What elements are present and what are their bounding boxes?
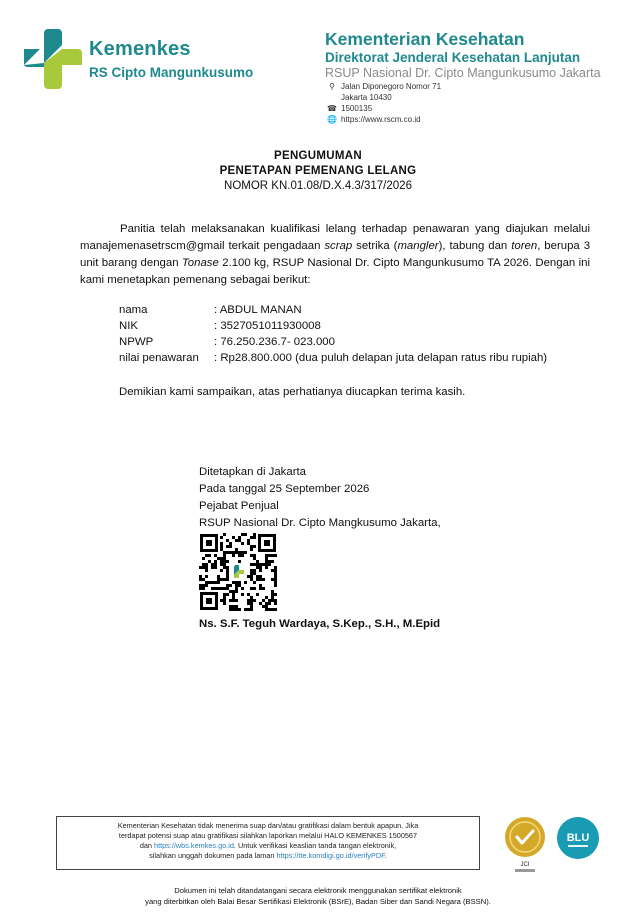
footer-line-1: Kementerian Kesehatan tidak menerima suap dan/atau gratifikasi dalam bentuk apapun. Jika: [117, 821, 419, 830]
footer-text: dan: [139, 841, 155, 850]
para-italic-toren: toren: [511, 240, 538, 252]
phone-icon: ☎: [327, 104, 337, 113]
brand-name: Kemenkes: [89, 38, 191, 60]
jci-label: JCI: [520, 862, 530, 868]
address-text-2: Jakarta 10430: [341, 93, 392, 102]
sign-date: Pada tanggal 25 September 2026: [199, 483, 370, 495]
esign-note-1: Dokumen ini telah ditandatangani secara elektronik menggunakan sertifikat elektronik: [174, 886, 462, 895]
phone-line: [327, 104, 372, 113]
sign-role: Pejabat Penjual: [199, 500, 279, 512]
kemenkes-logo: [22, 27, 84, 89]
blu-badge: [556, 816, 600, 860]
detail-label: nama: [119, 304, 148, 316]
footer-line-4: [56, 851, 480, 861]
detail-row-offer: [119, 352, 547, 364]
para-text-4: , berupa 3 unit barang dengan: [80, 240, 591, 269]
para-text-3: ), tabung dan: [438, 240, 512, 252]
footer-line-2: terdapat potensi suap atau gratifikasi silahkan laporkan melalui HALO KEMENKES 1500567: [118, 831, 418, 840]
footer-text: silahkan unggah dokumen pada laman: [149, 851, 277, 860]
detail-row-nik: [119, 320, 321, 332]
para-text-5: 2.100 kg, RSUP Nasional Dr. Cipto Mangunkusumo TA 2026. Dengan ini kami menetapkan pemenang sebagai berikut:: [80, 257, 590, 286]
closing-sentence: Demikian kami sampaikan, atas perhatianya diucapkan terima kasih.: [119, 386, 466, 398]
phone-text: 1500135: [341, 104, 373, 113]
detail-value: : 76.250.236.7- 023.000: [214, 336, 335, 348]
detail-value: : ABDUL MANAN: [214, 304, 302, 316]
wbs-link[interactable]: https://wbs.kemkes.go.id: [154, 841, 234, 850]
esign-note-2: yang diterbitkan oleh Balai Besar Sertifikasi Elektronik (BSrE), Badan Siber dan Sandi Negara (BSSN).: [145, 897, 491, 906]
detail-value: : Rp28.800.000 (dua puluh delapan juta delapan ratus ribu rupiah): [214, 352, 548, 364]
para-italic-scrap: scrap: [324, 240, 353, 252]
jci-accreditation-seal: [502, 815, 548, 875]
detail-row-name: [119, 304, 302, 316]
detail-label: NIK: [119, 320, 138, 332]
detail-label: nilai penawaran: [119, 352, 199, 364]
title-announcement: PENGUMUMAN: [274, 150, 362, 162]
footer-line-3: [56, 841, 480, 851]
para-text-2: setrika (: [352, 240, 398, 252]
sign-organization: RSUP Nasional Dr. Cipto Mangkusumo Jakarta,: [199, 517, 441, 529]
blu-label: BLU: [566, 832, 590, 844]
para-italic-tonase: Tonase: [181, 257, 219, 269]
address-line-1: [327, 82, 441, 91]
website-line: [327, 115, 421, 124]
verify-pdf-link[interactable]: https://tte.komdigi.go.id/verifyPDF: [276, 851, 385, 860]
directorate-title: Direktorat Jenderal Kesehatan Lanjutan: [325, 50, 581, 65]
detail-label: NPWP: [119, 336, 154, 348]
para-italic-mangler: mangler: [397, 240, 439, 252]
website-link[interactable]: https://www.rscm.co.id: [341, 115, 421, 124]
signature-qr-code: [199, 533, 277, 611]
address-line-2: [327, 93, 392, 102]
location-pin-icon: ⚲: [329, 82, 335, 91]
brand-subtitle: RS Cipto Mangunkusumo: [89, 65, 254, 80]
globe-icon: 🌐: [327, 115, 337, 124]
sign-place: Ditetapkan di Jakarta: [199, 466, 307, 478]
signer-name: Ns. S.F. Teguh Wardaya, S.Kep., S.H., M.Epid: [199, 618, 441, 630]
detail-row-npwp: [119, 336, 335, 348]
body-paragraph: [80, 221, 590, 289]
address-spacer: [327, 93, 337, 102]
footer-text: .: [384, 851, 387, 860]
footer-text: . Untuk verifikasi keaslian tanda tangan elektronik,: [233, 841, 397, 850]
hospital-title: RSUP Nasional Dr. Cipto Mangunkusumo Jakarta: [325, 66, 601, 80]
address-text-1: Jalan Diponegoro Nomor 71: [341, 82, 442, 91]
title-winner: PENETAPAN PEMENANG LELANG: [219, 165, 417, 177]
ministry-title: Kementerian Kesehatan: [325, 29, 525, 49]
detail-value: : 3527051011930008: [214, 320, 321, 332]
document-number: NOMOR KN.01.08/D.X.4.3/317/2026: [224, 180, 412, 192]
para-text-1: Panitia telah melaksanakan kualifikasi lelang terhadap penawaran yang diajukan melalui manajemenasetrscm@gmail terkait pengadaan: [80, 223, 590, 252]
